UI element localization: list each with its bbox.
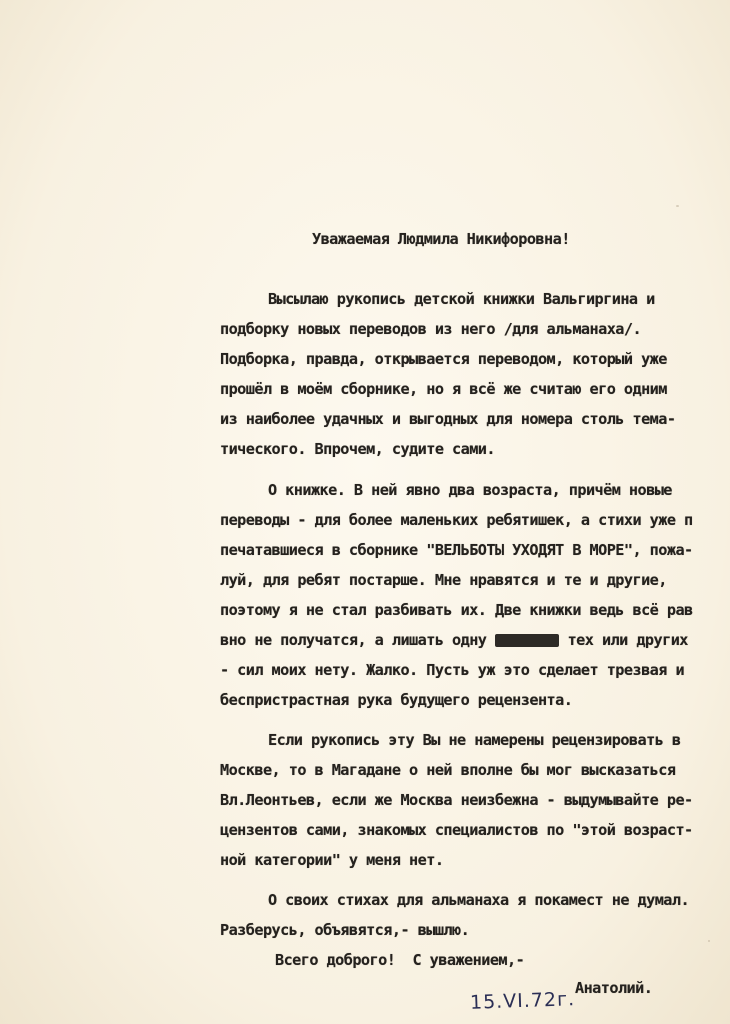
p2-line-5: поэтому я не стал разбивать их. Две книжки ведь всё рав: [220, 601, 693, 619]
p1-line-5: из наиболее удачных и выгодных для номера столь тема-: [220, 410, 676, 428]
handwritten-date: 15.VI.72г.: [469, 988, 576, 1014]
p2-line-6-end: тех или других: [559, 631, 688, 649]
paper-speck: [708, 940, 710, 942]
p3-line-2: Москве, то в Магадане о ней вполне бы мог высказаться: [220, 761, 676, 779]
signature: Анатолий.: [575, 979, 653, 997]
p4-line-1: О своих стихах для альманаха я покамест не думал.: [268, 891, 690, 909]
p1-line-4: прошёл в моём сборнике, но я всё же считаю его одним: [220, 380, 667, 398]
p2-line-1: О книжке. В ней явно два возраста, причём новые: [268, 481, 672, 499]
p4-line-2: Разберусь, объявятся,- вышлю.: [220, 921, 470, 939]
p2-line-6: [220, 631, 688, 649]
p1-line-6: тического. Впрочем, судите сами.: [220, 440, 495, 458]
p1-line-2: подборку новых переводов из него /для альманаха/.: [220, 320, 642, 338]
salutation: Уважаемая Людмила Никифоровна!: [312, 230, 570, 248]
p2-line-2: переводы - для более маленьких ребятишек, а стихи уже п: [220, 511, 693, 529]
p1-line-1: Высылаю рукопись детской книжки Вальгиргина и: [268, 290, 655, 308]
closing: Всего доброго! С уважением,-: [275, 951, 525, 969]
p1-line-3: Подборка, правда, открывается переводом, который уже: [220, 350, 667, 368]
p2-line-6-start: вно не получатся, а лишать одну: [220, 631, 495, 649]
ink-blot-strikeout: [495, 634, 559, 647]
p3-line-5: ной категории" у меня нет.: [220, 851, 444, 869]
p2-line-3: печатавшиеся в сборнике "ВЕЛЬБОТЫ УХОДЯТ В МОРЕ", пожа-: [220, 541, 693, 559]
p3-line-1: Если рукопись эту Вы не намерены рецензировать в: [268, 731, 681, 749]
p3-line-4: цензентов сами, знакомых специалистов по "этой возраст-: [220, 821, 693, 839]
p3-line-3: Вл.Леонтьев, если же Москва неизбежна - выдумывайте ре-: [220, 791, 693, 809]
p2-line-4: луй, для ребят постарше. Мне нравятся и те и другие,: [220, 571, 667, 589]
paper-speck: [676, 205, 679, 207]
p2-line-8: беспристрастная рука будущего рецензента.: [220, 691, 573, 709]
p2-line-7: - сил моих нету. Жалко. Пусть уж это сделает трезвая и: [220, 661, 685, 679]
